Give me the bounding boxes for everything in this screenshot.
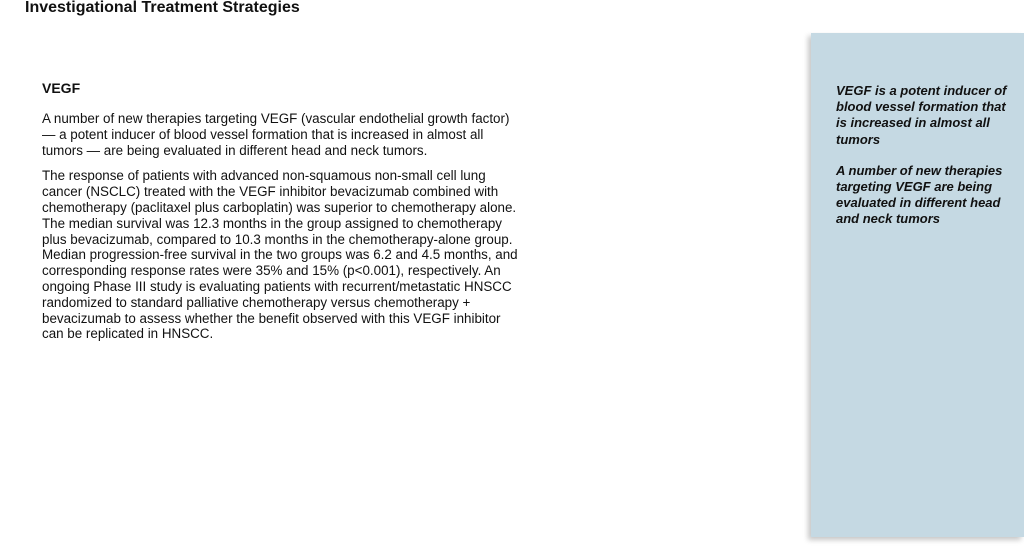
section-heading: VEGF — [42, 80, 81, 96]
page-title: Investigational Treatment Strategies — [25, 0, 300, 16]
main-content — [42, 80, 522, 352]
callout-text: A number of new therapies targeting VEGF are being evaluated in different head and neck tumors — [836, 162, 1003, 227]
study-results-paragraph: The response of patients with advanced non-squamous non-small cell lung cancer (NSCLC) treated with the VEGF inhibitor bevacizumab combined with chemotherapy (paclitaxel plus carboplatin) was superior to chemotherapy alone. The median survival was 12.3 months in the group assigned to chemotherapy plus bevacizumab, compared to 10.3 months in the chemotherapy-alone group. Median progression-free survival in the two groups was 6.2 and 4.5 months, and corresponding response rates were 35% and 15% (p<0.001), respectively. An ongoing Phase III study is evaluating patients with recurrent/metastatic HNSCC randomized to standard palliative chemotherapy versus chemotherapy + bevacizumab to assess whether the benefit observed with this VEGF inhibitor can be replicated in HNSCC. — [42, 168, 518, 342]
sidebar-callout-panel — [811, 33, 1024, 537]
intro-paragraph: A number of new therapies targeting VEGF (vascular endothelial growth factor) — a potent inducer of blood vessel formation that is increased in almost all tumors — are being evaluated in different head and neck tumors. — [42, 111, 510, 158]
callout-text: VEGF is a potent inducer of blood vessel formation that is increased in almost all tumors — [836, 83, 1007, 147]
